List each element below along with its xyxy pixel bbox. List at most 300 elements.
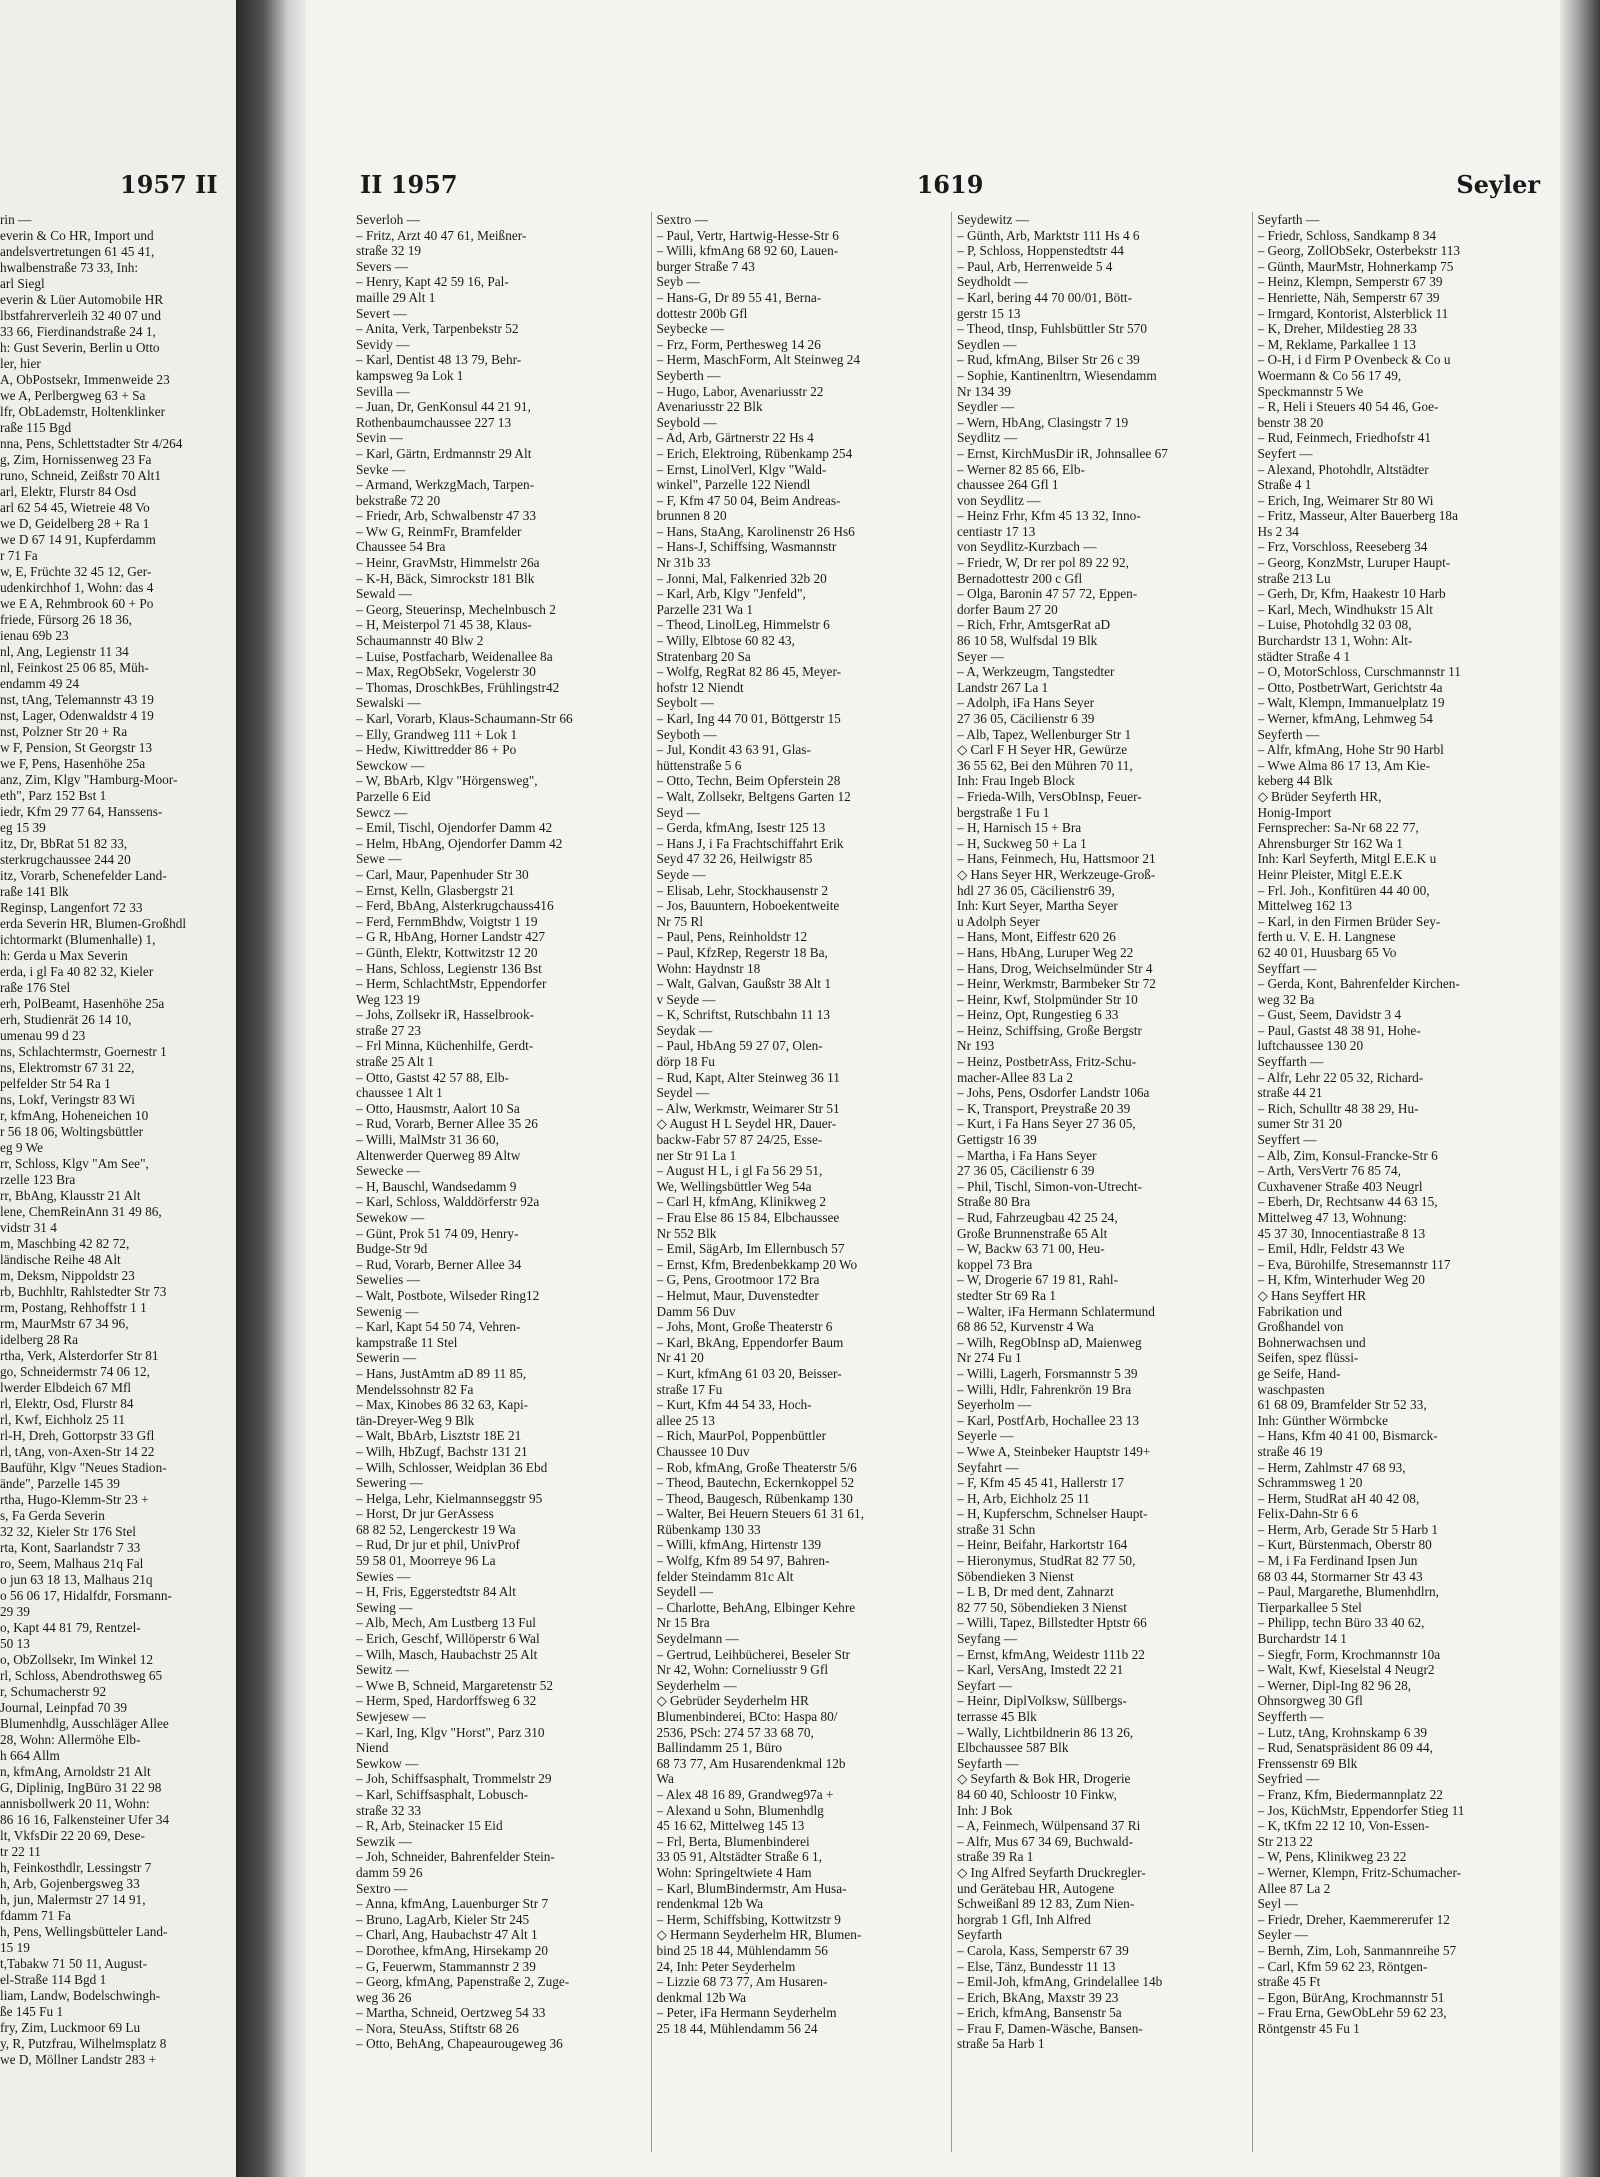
directory-entry-line: 68 82 52, Lengerckestr 19 Wa xyxy=(356,1521,516,1537)
directory-entry-line: – Alfr, Lehr 22 05 32, Richard- xyxy=(1257,1069,1424,1085)
directory-entry-line: Seifen, spez flüssi- xyxy=(1257,1350,1359,1366)
left-page-entry-line: erh, Studienrät 26 14 10, xyxy=(0,1012,132,1027)
directory-entry-line: Mendelssohnstr 82 Fa xyxy=(356,1381,474,1397)
left-page-entry-line: rzelle 123 Bra xyxy=(0,1172,76,1187)
directory-entry-line: – P, Schloss, Hoppenstedtstr 44 xyxy=(957,243,1124,259)
left-page-entry-line: r 71 Fa xyxy=(0,548,38,563)
directory-entry-line: – Jos, KüchMstr, Eppendorfer Stieg 11 xyxy=(1257,1802,1465,1818)
directory-entry-line: – Erich, Ing, Weimarer Str 80 Wi xyxy=(1257,492,1434,508)
left-page-entry-line: rb, Buchhltr, Rahlstedter Str 73 xyxy=(0,1284,167,1299)
directory-entry-line: – Jul, Kondit 43 63 91, Glas- xyxy=(656,742,811,758)
directory-entry-line: – Willi, kfmAng, Hirtenstr 139 xyxy=(656,1537,822,1553)
directory-entry-line: bind 25 18 44, Mühlendamm 56 xyxy=(656,1942,828,1958)
directory-entry-line: – Thomas, DroschkBes, Frühlingstr42 xyxy=(356,679,560,695)
directory-entry-line: Seydak — xyxy=(656,1022,713,1038)
directory-entry-line: – Martha, Schneid, Oertzweg 54 33 xyxy=(356,2005,546,2021)
directory-entry-line: Seyboth — xyxy=(656,726,717,742)
directory-entry-line: – Ernst, LinolVerl, Klgv "Wald- xyxy=(656,461,827,477)
left-page-entry-line: nst, Polzner Str 20 + Ra xyxy=(0,724,128,739)
directory-entry-line: – Wwe B, Schneid, Margaretenstr 52 xyxy=(356,1677,554,1693)
directory-entry-line: – Wolfg, Kfm 89 54 97, Bahren- xyxy=(656,1553,830,1569)
directory-entry-line: – Erich, kfmAng, Bansenstr 5a xyxy=(957,2005,1122,2021)
directory-entry-line: – Friedr, Schloss, Sandkamp 8 34 xyxy=(1257,227,1437,243)
left-page-entry-line: tr 22 11 xyxy=(0,1844,41,1859)
directory-entry-line: Honig-Import xyxy=(1257,804,1332,820)
left-page-entry-line: rl, tAng, von-Axen-Str 14 22 xyxy=(0,1444,155,1459)
left-page-entry-line: hwalbenstraße 73 33, Inh: xyxy=(0,260,139,275)
directory-entry-line: Seydholdt — xyxy=(957,274,1028,290)
directory-entry-line: Fabrikation und xyxy=(1257,1303,1343,1319)
directory-entry-line: kampsweg 9a Lok 1 xyxy=(356,367,464,383)
directory-entry-line: – Willi, MalMstr 31 36 60, xyxy=(356,1132,499,1148)
directory-entry-line: – Anita, Verk, Tarpenbekstr 52 xyxy=(356,321,519,337)
directory-entry-line: – Heinr, DiplVolksw, Süllbergs- xyxy=(957,1693,1127,1709)
directory-entry-line: – Charl, Ang, Haubachstr 47 Alt 1 xyxy=(356,1927,538,1943)
directory-entry-line: – Olga, Baronin 47 57 72, Eppen- xyxy=(957,586,1138,602)
directory-entry-line: – Heinr, GravMstr, Himmelstr 26a xyxy=(356,555,540,571)
directory-entry-line: – Friedr, Arb, Schwalbenstr 47 33 xyxy=(356,508,537,524)
left-page-entry-line: rl, Kwf, Eichholz 25 11 xyxy=(0,1412,126,1427)
directory-entry-line: – Eberh, Dr, Rechtsanw 44 63 15, xyxy=(1257,1194,1438,1210)
page-header xyxy=(360,170,1540,206)
directory-entry-line: – Rich, Schulltr 48 38 29, Hu- xyxy=(1257,1100,1419,1116)
directory-entry-line: Seyfried — xyxy=(1257,1771,1320,1787)
directory-entry-line: – Paul, KfzRep, Regerstr 18 Ba, xyxy=(656,944,828,960)
directory-entry-line: Nr 274 Fu 1 xyxy=(957,1350,1022,1366)
directory-entry-line: Nr 42, Wohn: Corneliusstr 9 Gfl xyxy=(656,1662,829,1678)
directory-entry-line: Burchardstr 14 1 xyxy=(1257,1631,1347,1647)
left-page-entry-line: erda, i gl Fa 40 82 32, Kieler xyxy=(0,964,154,979)
directory-entry-line: bekstraße 72 20 xyxy=(356,492,441,508)
directory-entry-line: – Theod, LinolLeg, Himmelstr 6 xyxy=(656,617,830,633)
directory-entry-line: – Hieronymus, StudRat 82 77 50, xyxy=(957,1553,1136,1569)
directory-entry-line: u Adolph Seyer xyxy=(957,913,1040,929)
directory-entry-line: – Joh, Schneider, Bahrenfelder Stein- xyxy=(356,1849,555,1865)
directory-entry-line: Severloh — xyxy=(356,212,420,227)
directory-entry-line: horgrab 1 Gfl, Inh Alfred xyxy=(957,1911,1091,1927)
directory-entry-line: – Hans, Drog, Weichselmünder Str 4 xyxy=(957,960,1153,976)
directory-entry-line: Seyd — xyxy=(656,804,700,820)
directory-entry-line: Parzelle 6 Eid xyxy=(356,788,431,804)
directory-entry-line: 61 68 09, Bramfelder Str 52 33, xyxy=(1257,1397,1427,1413)
directory-entry-line: Seyberth — xyxy=(656,367,721,383)
directory-entry-line: – Herm, Arb, Gerade Str 5 Harb 1 xyxy=(1257,1521,1439,1537)
left-page-entry-line: o, ObZollsekr, Im Winkel 12 xyxy=(0,1652,154,1667)
page-header-right: Seyler xyxy=(1456,170,1540,199)
directory-entry-line: ferth u. V. E. H. Langnese xyxy=(1257,929,1396,945)
directory-entry-line: – Max, Kinobes 86 32 63, Kapi- xyxy=(356,1397,529,1413)
directory-entry-line: Sewalski — xyxy=(356,695,421,711)
directory-entry-line: – Günth, Elektr, Kottwitzstr 12 20 xyxy=(356,944,538,960)
left-page-edge xyxy=(0,0,236,2177)
directory-entry-line: 68 86 52, Kurvenstr 4 Wa xyxy=(957,1319,1094,1335)
directory-entry-line: Felix-Dahn-Str 6 6 xyxy=(1257,1506,1358,1522)
directory-entry-line: – Karl, Ing 44 70 01, Böttgerstr 15 xyxy=(656,711,841,726)
directory-entry-line: – Nora, SteuAss, Stiftstr 68 26 xyxy=(356,2020,519,2036)
directory-entry-line: 27 36 05, Cäcilienstr 6 39 xyxy=(957,711,1095,726)
left-page-entry-line: nst, Lager, Odenwaldstr 4 19 xyxy=(0,708,154,723)
directory-entry-line: – Willi, Lagerh, Forsmannstr 5 39 xyxy=(957,1365,1138,1381)
directory-entry-line: – Heinr, Beifahr, Harkortstr 164 xyxy=(957,1537,1128,1553)
left-page-entry-line: 33 66, Fierdinandstraße 24 1, xyxy=(0,324,156,339)
directory-entry-line: – G, Pens, Grootmoor 172 Bra xyxy=(656,1272,820,1288)
left-page-entry-line: lfr, ObLademstr, Holtenklinker xyxy=(0,404,166,419)
left-page-entry-line: Blumenhdlg, Ausschläger Allee xyxy=(0,1716,169,1731)
directory-entry-line: – Max, RegObSekr, Vogelerstr 30 xyxy=(356,664,536,680)
directory-entry-line: – Hans, Kfm 40 41 00, Bismarck- xyxy=(1257,1428,1438,1444)
directory-entry-line: – F, Kfm 45 45 41, Hallerstr 17 xyxy=(957,1475,1124,1491)
directory-entry-line: Rübenkamp 130 33 xyxy=(656,1521,761,1537)
directory-entry-line: – Paul, Pens, Reinholdstr 12 xyxy=(656,929,808,945)
directory-entry-line: Tierparkallee 5 Stel xyxy=(1257,1599,1362,1615)
directory-entry-line: – Alfr, kfmAng, Hohe Str 90 Harbl xyxy=(1257,742,1444,758)
directory-entry-line: – Elly, Grandweg 111 + Lok 1 xyxy=(356,726,518,742)
directory-entry-line: – Ww G, ReinmFr, Bramfelder xyxy=(356,523,522,539)
book-gutter xyxy=(236,0,306,2177)
directory-entry-line: – Hans, Mont, Eiffestr 620 26 xyxy=(957,929,1116,945)
directory-entry-line: ner Str 91 La 1 xyxy=(656,1147,737,1163)
directory-entry-line: Seydel — xyxy=(656,1085,710,1101)
directory-entry-line: – R, Heli i Steuers 40 54 46, Goe- xyxy=(1257,399,1439,415)
directory-entry-line: ◇ Gebrüder Seyderhelm HR xyxy=(656,1693,809,1709)
directory-entry-line: Großhandel von xyxy=(1257,1319,1344,1335)
directory-entry-line: Sewitz — xyxy=(356,1662,409,1678)
directory-entry-line: – Irmgard, Kontorist, Alsterblick 11 xyxy=(1257,305,1449,321)
directory-entry-line: – Phil, Tischl, Simon-von-Utrecht- xyxy=(957,1178,1143,1194)
directory-entry-line: straße 46 19 xyxy=(1257,1443,1323,1459)
directory-entry-line: hüttenstraße 5 6 xyxy=(656,757,742,773)
directory-entry-line: We, Wellingsbüttler Weg 54a xyxy=(656,1178,812,1194)
directory-entry-line: – Willy, Elbtose 60 82 43, xyxy=(656,633,795,649)
directory-entry-line: 86 10 58, Wulfsdal 19 Blk xyxy=(957,633,1098,649)
directory-entry-line: Ahrensburger Str 162 Wa 1 xyxy=(1257,835,1403,851)
left-page-entry-line: eg 9 We xyxy=(0,1140,43,1155)
directory-entry-line: – K-H, Bäck, Simrockstr 181 Blk xyxy=(356,570,535,586)
directory-entry-line: Sevin — xyxy=(356,430,403,446)
directory-entry-line: ◇ Seyfarth & Bok HR, Drogerie xyxy=(957,1771,1131,1787)
left-page-entry-line: r, kfmAng, Hoheneichen 10 xyxy=(0,1108,149,1123)
directory-entry-line: – Carl H, kfmAng, Klinikweg 2 xyxy=(656,1194,827,1210)
directory-entry-line: Hs 2 34 xyxy=(1257,523,1299,539)
directory-entry-line: – Theod, Bautechn, Eckernkoppel 52 xyxy=(656,1475,855,1491)
directory-entry-line: – L B, Dr med dent, Zahnarzt xyxy=(957,1584,1114,1600)
directory-entry-line: 68 73 77, Am Husarendenkmal 12b xyxy=(656,1755,846,1771)
directory-entry-line: kampstraße 11 Stel xyxy=(356,1334,458,1350)
directory-entry-line: Sewzik — xyxy=(356,1833,412,1849)
directory-entry-line: – Horst, Dr jur GerAssess xyxy=(356,1506,494,1522)
directory-entry-line: stedter Str 69 Ra 1 xyxy=(957,1287,1056,1303)
directory-entry-line: – Hans-G, Dr 89 55 41, Berna- xyxy=(656,289,822,305)
directory-entry-line: – Johs, Pens, Osdorfer Landstr 106a xyxy=(957,1085,1150,1101)
directory-entry-line: straße 45 Ft xyxy=(1257,1974,1321,1990)
directory-entry-line: – Frau F, Damen-Wäsche, Bansen- xyxy=(957,2020,1143,2036)
left-page-entry-line: y, R, Putzfrau, Wilhelmsplatz 8 xyxy=(0,2036,167,2051)
left-page-entry-line: ichtormarkt (Blumenhalle) 1, xyxy=(0,932,156,947)
directory-entry-line: Seybold — xyxy=(656,414,717,430)
directory-entry-line: Blumenbinderei, BCto: Haspa 80/ xyxy=(656,1709,838,1724)
directory-entry-line: – Heinz, Opt, Rungestieg 6 33 xyxy=(957,1007,1119,1023)
directory-entry-line: – Hans-J, Schiffsing, Wasmannstr xyxy=(656,539,837,555)
directory-entry-line: Sevidy — xyxy=(356,336,410,352)
directory-entry-line: Sewe — xyxy=(356,851,402,867)
directory-entry-line: – Günth, Arb, Marktstr 111 Hs 4 6 xyxy=(957,227,1140,243)
directory-entry-line: – Karl, Dentist 48 13 79, Behr- xyxy=(356,352,522,368)
left-page-entry-line: nl, Feinkost 25 06 85, Müh- xyxy=(0,660,149,675)
left-page-entry-line: ländische Reihe 48 Alt xyxy=(0,1252,121,1267)
directory-entry-line: straße 17 Fu xyxy=(656,1381,723,1397)
directory-entry-line: – Herm, Sped, Hardorffsweg 6 32 xyxy=(356,1693,537,1709)
left-page-entry-line: rl, Elektr, Osd, Flurstr 84 xyxy=(0,1396,134,1411)
directory-entry-line: Seydell — xyxy=(656,1584,714,1600)
directory-entry-line: – Werner, Klempn, Fritz-Schumacher- xyxy=(1257,1864,1462,1880)
directory-entry-line: ◇ Hans Seyer HR, Werkzeuge-Groß- xyxy=(957,866,1156,882)
directory-entry-line: ◇ Brüder Seyferth HR, xyxy=(1257,788,1382,804)
directory-entry-line: – Jos, Bauuntern, Hoboekentweite xyxy=(656,898,840,914)
left-page-entry-line: go, Schneidermstr 74 06 12, xyxy=(0,1364,150,1379)
directory-entry-line: – G R, HbAng, Horner Landstr 427 xyxy=(356,929,546,945)
left-page-entry-line: ns, Elektromstr 67 31 22, xyxy=(0,1060,135,1075)
directory-entry-line: – Gerda, Kont, Bahrenfelder Kirchen- xyxy=(1257,976,1460,992)
directory-entry-line: – Willi, Tapez, Billstedter Hptstr 66 xyxy=(957,1615,1147,1631)
directory-entry-line: – August H L, i gl Fa 56 29 51, xyxy=(656,1163,823,1179)
directory-entry-line: Woermann & Co 56 17 49, xyxy=(1257,367,1402,383)
left-page-entry-line: arl Siegl xyxy=(0,276,45,291)
left-page-entry-line: fdamm 71 Fa xyxy=(0,1908,71,1923)
directory-entry-line: – K, tKfm 22 12 10, Von-Essen- xyxy=(1257,1818,1430,1834)
directory-entry-line: Sewcz — xyxy=(356,804,408,820)
directory-entry-line: – Gust, Seem, Davidstr 3 4 xyxy=(1257,1007,1402,1023)
directory-entry-line: Nr 31b 33 xyxy=(656,555,711,571)
directory-entry-line: Wohn: Haydnstr 18 xyxy=(656,960,761,976)
left-page-entry-line: we D, Geidelberg 28 + Ra 1 xyxy=(0,516,150,531)
directory-entry-line: Weg 123 19 xyxy=(356,991,420,1007)
directory-entry-line: – Ernst, Kfm, Bredenbekkamp 20 Wo xyxy=(656,1256,858,1272)
directory-entry-line: terrasse 45 Blk xyxy=(957,1709,1037,1724)
directory-entry-line: – Erich, Geschf, Willöperstr 6 Wal xyxy=(356,1631,540,1647)
directory-entry-line: ◇ Carl F H Seyer HR, Gewürze xyxy=(957,742,1128,758)
directory-entry-line: Schrammsweg 1 20 xyxy=(1257,1475,1363,1491)
directory-entry-line: – Juan, Dr, GenKonsul 44 21 91, xyxy=(356,399,531,415)
directory-entry-line: Frenssenstr 69 Blk xyxy=(1257,1755,1358,1771)
directory-entry-line: – Walt, Zollsekr, Beltgens Garten 12 xyxy=(656,788,851,804)
directory-entry-line: Sewecke — xyxy=(356,1163,420,1179)
directory-entry-line: – H, Meisterpol 71 45 38, Klaus- xyxy=(356,617,532,633)
directory-entry-line: – Emil, Tischl, Ojendorfer Damm 42 xyxy=(356,820,553,836)
left-page-entry-line: g, Zim, Hornissenweg 23 Fa xyxy=(0,452,152,467)
left-page-entry-line: 15 19 xyxy=(0,1940,30,1955)
directory-entry-line: Parzelle 231 Wa 1 xyxy=(656,601,754,617)
directory-entry-line: Schweißanl 89 12 83, Zum Nien- xyxy=(957,1896,1135,1912)
directory-entry-line: – Hans, Feinmech, Hu, Hattsmoor 21 xyxy=(957,851,1156,867)
left-page-entry-line: we D 67 14 91, Kupferdamm xyxy=(0,532,156,547)
directory-entry-line: straße 32 33 xyxy=(356,1802,421,1818)
directory-entry-line: – Friedr, Dreher, Kaemmererufer 12 xyxy=(1257,1911,1450,1927)
directory-entry-line: – H, Bauschl, Wandsedamm 9 xyxy=(356,1178,517,1194)
directory-entry-line: – Friedr, W, Dr rer pol 89 22 92, xyxy=(957,555,1129,571)
directory-entry-line: – Bruno, LagArb, Kieler Str 245 xyxy=(356,1911,530,1927)
directory-entry-line: – Walter, Bei Heuern Steuers 61 31 61, xyxy=(656,1506,865,1522)
directory-entry-line: – Emil-Joh, kfmAng, Grindelallee 14b xyxy=(957,1974,1163,1990)
directory-entry-line: – Armand, WerkzgMach, Tarpen- xyxy=(356,477,535,493)
directory-entry-line: – Luise, Postfacharb, Weidenallee 8a xyxy=(356,648,553,664)
directory-entry-line: – Anna, kfmAng, Lauenburger Str 7 xyxy=(356,1896,549,1912)
left-page-entry-line: nst, tAng, Telemannstr 43 19 xyxy=(0,692,154,707)
directory-entry-line: – Rud, Vorarb, Berner Allee 34 xyxy=(356,1256,522,1272)
left-page-entry-line: everin & Lüer Automobile HR xyxy=(0,292,164,307)
left-page-entry-line: rr, Schloss, Klgv "Am See", xyxy=(0,1156,149,1171)
directory-entry-line: – Otto, Techn, Beim Opferstein 28 xyxy=(656,773,841,789)
directory-entry-line: Nr 15 Bra xyxy=(656,1615,710,1631)
left-page-entry-line: rm, MaurMstr 67 34 96, xyxy=(0,1316,129,1331)
directory-entry-line: Inh: Kurt Seyer, Martha Seyer xyxy=(957,898,1118,914)
directory-column-3 xyxy=(951,212,1246,2152)
directory-entry-line: – Jonni, Mal, Falkenried 32b 20 xyxy=(656,570,827,586)
left-page-entry-line: ße 145 Fu 1 xyxy=(0,2004,64,2019)
directory-entry-line: Sewkow — xyxy=(356,1755,419,1771)
left-page-entry-line: we D, Möllner Landstr 283 + xyxy=(0,2052,156,2067)
directory-entry-line: straße 31 Schn xyxy=(957,1521,1036,1537)
directory-entry-line: Ohnsorgweg 30 Gfl xyxy=(1257,1693,1363,1709)
left-page-entry-line: m, Deksm, Nippoldstr 23 xyxy=(0,1268,135,1283)
directory-entry-line: bergstraße 1 Fu 1 xyxy=(957,804,1050,820)
directory-entry-line: Inh: Frau Ingeb Block xyxy=(957,773,1075,789)
directory-entry-line: – O-H, i d Firm P Ovenbeck & Co u xyxy=(1257,352,1451,368)
directory-entry-line: Seybolt — xyxy=(656,695,714,711)
directory-entry-line: – Alb, Mech, Am Lustberg 13 Ful xyxy=(356,1615,537,1631)
directory-entry-line: backw-Fabr 57 87 24/25, Esse- xyxy=(656,1132,823,1148)
directory-entry-line: Niend xyxy=(356,1740,389,1756)
directory-entry-line: – Hans, StaAng, Karolinenstr 26 Hs6 xyxy=(656,523,855,539)
directory-entry-line: Seyfahrt — xyxy=(957,1459,1019,1475)
directory-entry-line: – Alexand, Photohdlr, Altstädter xyxy=(1257,461,1429,477)
directory-entry-line: sumer Str 31 20 xyxy=(1257,1116,1343,1132)
directory-entry-line: – Wolfg, RegRat 82 86 45, Meyer- xyxy=(656,664,842,680)
directory-entry-line: – Heinz Frhr, Kfm 45 13 32, Inno- xyxy=(957,508,1141,524)
directory-entry-line: – Herm, Schiffsbing, Kottwitzstr 9 xyxy=(656,1911,841,1927)
directory-entry-line: – Frieda-Wilh, VersObInsp, Feuer- xyxy=(957,788,1142,804)
left-page-entry-line: nna, Pens, Schlettstadter Str 4/264 xyxy=(0,436,183,451)
directory-entry-line: Seyb — xyxy=(656,274,700,290)
directory-entry-line: – Arth, VersVertr 76 85 74, xyxy=(1257,1163,1401,1179)
directory-entry-line: – Willi, kfmAng 68 92 60, Lauen- xyxy=(656,243,839,259)
directory-entry-line: – Rud, kfmAng, Bilser Str 26 c 39 xyxy=(957,352,1140,368)
directory-entry-line: – R, Arb, Steinacker 15 Eid xyxy=(356,1818,503,1834)
directory-entry-line: Nr 193 xyxy=(957,1038,995,1054)
left-page-header: 1957 II xyxy=(120,170,218,199)
directory-entry-line: – Lizzie 68 73 77, Am Husaren- xyxy=(656,1974,828,1990)
directory-entry-line: Sewelies — xyxy=(356,1272,420,1288)
directory-entry-line: – Ernst, Kelln, Glasbergstr 21 xyxy=(356,882,515,898)
directory-entry-line: Sewing — xyxy=(356,1599,413,1615)
directory-entry-line: koppel 73 Bra xyxy=(957,1256,1033,1272)
directory-entry-line: Seyfarth — xyxy=(1257,212,1320,227)
directory-entry-line: – Karl, VersAng, Imstedt 22 21 xyxy=(957,1662,1124,1678)
directory-entry-line: Straße 4 1 xyxy=(1257,477,1312,493)
directory-entry-line: 27 36 05, Cäcilienstr 6 39 xyxy=(957,1163,1095,1179)
directory-entry-line: – Herm, MaschForm, Alt Steinweg 24 xyxy=(656,352,860,368)
directory-entry-line: – Rud, Senatspräsident 86 09 44, xyxy=(1257,1740,1433,1756)
left-page-entry-line: ler, hier xyxy=(0,356,41,371)
left-page-entry-line: annisbollwerk 20 11, Wohn: xyxy=(0,1796,150,1811)
left-page-entry-line: w, E, Früchte 32 45 12, Ger- xyxy=(0,564,152,579)
directory-entry-line: – Emil, Hdlr, Feldstr 43 We xyxy=(1257,1241,1405,1257)
directory-entry-line: 24, Inh: Peter Seyderhelm xyxy=(656,1958,796,1974)
directory-entry-line: Seybecke — xyxy=(656,321,725,337)
directory-entry-line: – Hans, Schloss, Legienstr 136 Bst xyxy=(356,960,542,976)
directory-entry-line: – Heinr, Kwf, Stolpmünder Str 10 xyxy=(957,991,1138,1007)
directory-entry-line: – Rud, Fahrzeugbau 42 25 24, xyxy=(957,1210,1118,1225)
directory-column-4 xyxy=(1252,212,1547,2152)
directory-entry-line: – Otto, BehAng, Chapeaurougeweg 36 xyxy=(356,2036,563,2052)
directory-entry-line: Röntgenstr 45 Fu 1 xyxy=(1257,2020,1360,2036)
directory-entry-line: – Fritz, Arzt 40 47 61, Meißner- xyxy=(356,227,527,243)
directory-entry-line: – Karl, BkAng, Eppendorfer Baum xyxy=(656,1334,844,1350)
directory-entry-line: – Rob, kfmAng, Große Theaterstr 5/6 xyxy=(656,1459,857,1475)
directory-entry-line: – K, Schriftst, Rutschbahn 11 13 xyxy=(656,1007,830,1023)
directory-entry-line: chaussee 264 Gfl 1 xyxy=(957,477,1059,493)
directory-entry-line: – Ad, Arb, Gärtnerstr 22 Hs 4 xyxy=(656,430,814,446)
directory-entry-line: – Hugo, Labor, Avenariusstr 22 xyxy=(656,383,824,399)
directory-entry-line: – Ernst, kfmAng, Weidestr 111b 22 xyxy=(957,1646,1145,1662)
directory-entry-line: – Rud, Feinmech, Friedhofstr 41 xyxy=(1257,430,1432,446)
directory-entry-line: – Paul, Gastst 48 38 91, Hohe- xyxy=(1257,1022,1421,1038)
directory-entry-line: benstr 38 20 xyxy=(1257,414,1324,430)
directory-entry-line: – Georg, kfmAng, Papenstraße 2, Zuge- xyxy=(356,1974,570,1990)
directory-entry-line: 62 40 01, Huusbarg 65 Vo xyxy=(1257,944,1397,960)
directory-entry-line: – Frl Minna, Küchenhilfe, Gerdt- xyxy=(356,1038,534,1054)
left-page-entry-line: we F, Pens, Hasenhöhe 25a xyxy=(0,756,146,771)
directory-entry-line: – Hans, HbAng, Luruper Weg 22 xyxy=(957,944,1134,960)
directory-entry-line: Seyderhelm — xyxy=(656,1677,737,1693)
directory-entry-line: – H, Kupferschm, Schnelser Haupt- xyxy=(957,1506,1148,1522)
directory-entry-line: Avenariusstr 22 Blk xyxy=(656,399,763,415)
left-page-entry-line: rtha, Verk, Alsterdorfer Str 81 xyxy=(0,1348,159,1363)
directory-entry-line: – Günth, MaurMstr, Hohnerkamp 75 xyxy=(1257,258,1454,274)
directory-entry-line: – Wwe A, Steinbeker Hauptstr 149+ xyxy=(957,1443,1151,1459)
directory-entry-line: chaussee 1 Alt 1 xyxy=(356,1085,443,1101)
directory-entry-line: – Adolph, iFa Hans Seyer xyxy=(957,695,1095,711)
directory-entry-line: Altenwerder Querweg 89 Altw xyxy=(356,1147,521,1163)
directory-entry-line: centiastr 17 13 xyxy=(957,523,1036,539)
left-page-entry-line: endamm 49 24 xyxy=(0,676,80,691)
left-page-entry-line: andelsvertretungen 61 45 41, xyxy=(0,244,155,259)
directory-entry-line: Rothenbaumchaussee 227 13 xyxy=(356,414,512,430)
left-page-entry-line: el-Straße 114 Bgd 1 xyxy=(0,1972,107,1987)
left-page-entry-line: Reginsp, Langenfort 72 33 xyxy=(0,900,143,915)
directory-entry-line: städter Straße 4 1 xyxy=(1257,648,1351,664)
directory-entry-line: – Henriette, Näh, Semperstr 67 39 xyxy=(1257,289,1440,305)
directory-entry-line: Bernadottestr 200 c Gfl xyxy=(957,570,1083,586)
directory-entry-line: straße 27 23 xyxy=(356,1022,421,1038)
left-page-entry-line: ns, Lokf, Veringstr 83 Wi xyxy=(0,1092,135,1107)
page-number: 1619 xyxy=(916,170,984,199)
directory-entry-line: Seyffart — xyxy=(1257,960,1317,976)
directory-entry-line: macher-Allee 83 La 2 xyxy=(957,1069,1074,1085)
directory-entry-line: – Karl, Ing, Klgv "Horst", Parz 310 xyxy=(356,1724,545,1740)
directory-entry-line: 45 37 30, Innocentiastraße 8 13 xyxy=(1257,1225,1426,1241)
directory-entry-line: – Frau Else 86 15 84, Elbchaussee xyxy=(656,1210,840,1225)
directory-entry-line: – Peter, iFa Hermann Seyderhelm xyxy=(656,2005,837,2021)
directory-entry-line: – Lutz, tAng, Krohnskamp 6 39 xyxy=(1257,1724,1428,1740)
directory-entry-line: – Egon, BürAng, Krochmannstr 51 xyxy=(1257,1989,1445,2005)
directory-entry-line: – Heinz, Klempn, Semperstr 67 39 xyxy=(1257,274,1443,290)
directory-entry-line: Sewekow — xyxy=(356,1210,425,1225)
directory-entry-line: Seydlitz — xyxy=(957,430,1018,446)
directory-entry-line: straße 39 Ra 1 xyxy=(957,1849,1034,1865)
directory-entry-line: straße 25 Alt 1 xyxy=(356,1054,434,1070)
directory-entry-line: – Johs, Mont, Große Theaterstr 6 xyxy=(656,1319,833,1335)
directory-entry-line: – Gerh, Dr, Kfm, Haakestr 10 Harb xyxy=(1257,586,1446,602)
